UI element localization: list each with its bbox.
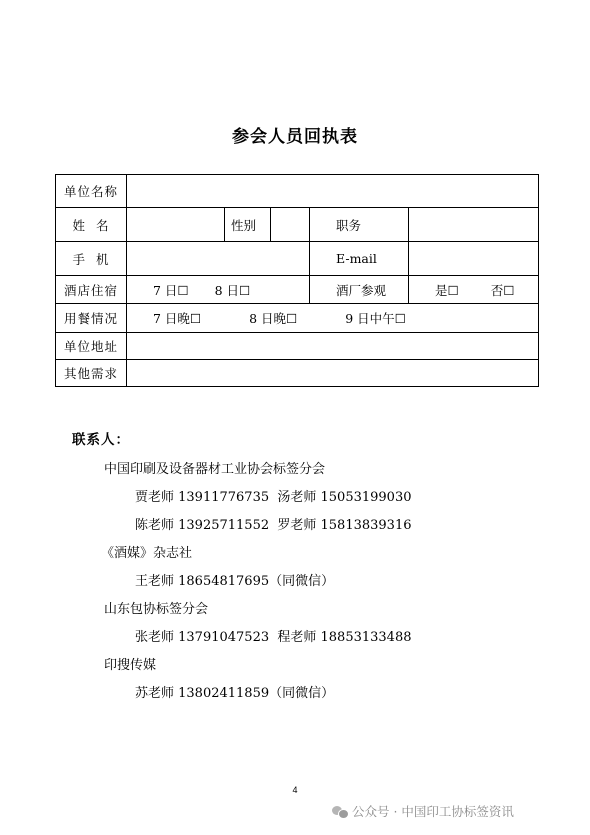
name-label: 姓 名 <box>56 208 127 242</box>
page-number: 4 <box>292 785 298 795</box>
other-needs-field[interactable] <box>127 360 539 387</box>
contact-person-line: 陈老师 13925711552 罗老师 15813839316 <box>135 518 412 533</box>
contact-group-jiumei-magazine <box>72 540 552 596</box>
row-unit-name <box>56 175 539 208</box>
other-needs-label: 其他需求 <box>56 360 127 387</box>
row-name <box>56 208 539 242</box>
meal-option-8-evening[interactable]: 8 日晚☐ <box>249 311 298 326</box>
factory-visit-options <box>409 276 539 304</box>
address-field[interactable] <box>127 333 539 360</box>
gender-field[interactable] <box>271 208 310 242</box>
registration-form-table <box>55 174 539 387</box>
email-field[interactable] <box>409 242 539 276</box>
meal-label: 用餐情况 <box>56 304 127 333</box>
meal-options <box>127 304 539 333</box>
unit-name-field[interactable] <box>127 175 539 208</box>
form-title: 参会人员回执表 <box>232 127 358 147</box>
contact-org: 印搜传媒 <box>104 658 157 673</box>
contact-group-yinsou-media <box>72 652 552 708</box>
contacts-heading: 联系人： <box>72 432 130 448</box>
address-label: 单位地址 <box>56 333 127 360</box>
position-field[interactable] <box>409 208 539 242</box>
contact-person-line: 贾老师 13911776735 汤老师 15053199030 <box>135 490 412 505</box>
hotel-option-7[interactable]: 7 日☐ <box>153 282 189 298</box>
contacts-section <box>72 428 552 708</box>
contact-person-line: 苏老师 13802411859（同微信） <box>135 686 335 701</box>
factory-visit-label: 酒厂参观 <box>310 276 409 304</box>
contact-group-shandong-packaging <box>72 596 552 652</box>
factory-visit-no[interactable]: 否☐ <box>490 282 515 298</box>
email-label: E-mail <box>310 242 409 276</box>
contact-org: 山东包协标签分会 <box>104 602 209 617</box>
contact-org: 《酒媒》杂志社 <box>101 546 193 561</box>
contact-person-line: 张老师 13791047523 程老师 18853133488 <box>135 630 412 645</box>
wechat-watermark <box>332 802 514 820</box>
position-label: 职务 <box>310 208 409 242</box>
contact-person-line: 王老师 18654817695（同微信） <box>135 574 335 589</box>
name-field[interactable] <box>127 208 225 242</box>
watermark-text: 公众号 · 中国印工协标签资讯 <box>352 804 514 819</box>
wechat-icon <box>332 805 348 818</box>
mobile-label: 手 机 <box>56 242 127 276</box>
meal-option-7-evening[interactable]: 7 日晚☐ <box>153 311 202 326</box>
hotel-label: 酒店住宿 <box>56 276 127 304</box>
contact-group-label-association <box>72 456 552 540</box>
row-address <box>56 333 539 360</box>
factory-visit-yes[interactable]: 是☐ <box>435 282 459 298</box>
hotel-option-8[interactable]: 8 日☐ <box>214 282 251 298</box>
gender-label: 性别 <box>225 208 271 242</box>
contact-org: 中国印刷及设备器材工业协会标签分会 <box>104 462 326 477</box>
unit-name-label: 单位名称 <box>56 175 127 208</box>
hotel-options <box>127 276 310 304</box>
row-meal <box>56 304 539 333</box>
meal-option-9-noon[interactable]: 9 日中午☐ <box>345 311 406 326</box>
row-hotel <box>56 276 539 304</box>
row-mobile <box>56 242 539 276</box>
mobile-field[interactable] <box>127 242 310 276</box>
row-other <box>56 360 539 387</box>
